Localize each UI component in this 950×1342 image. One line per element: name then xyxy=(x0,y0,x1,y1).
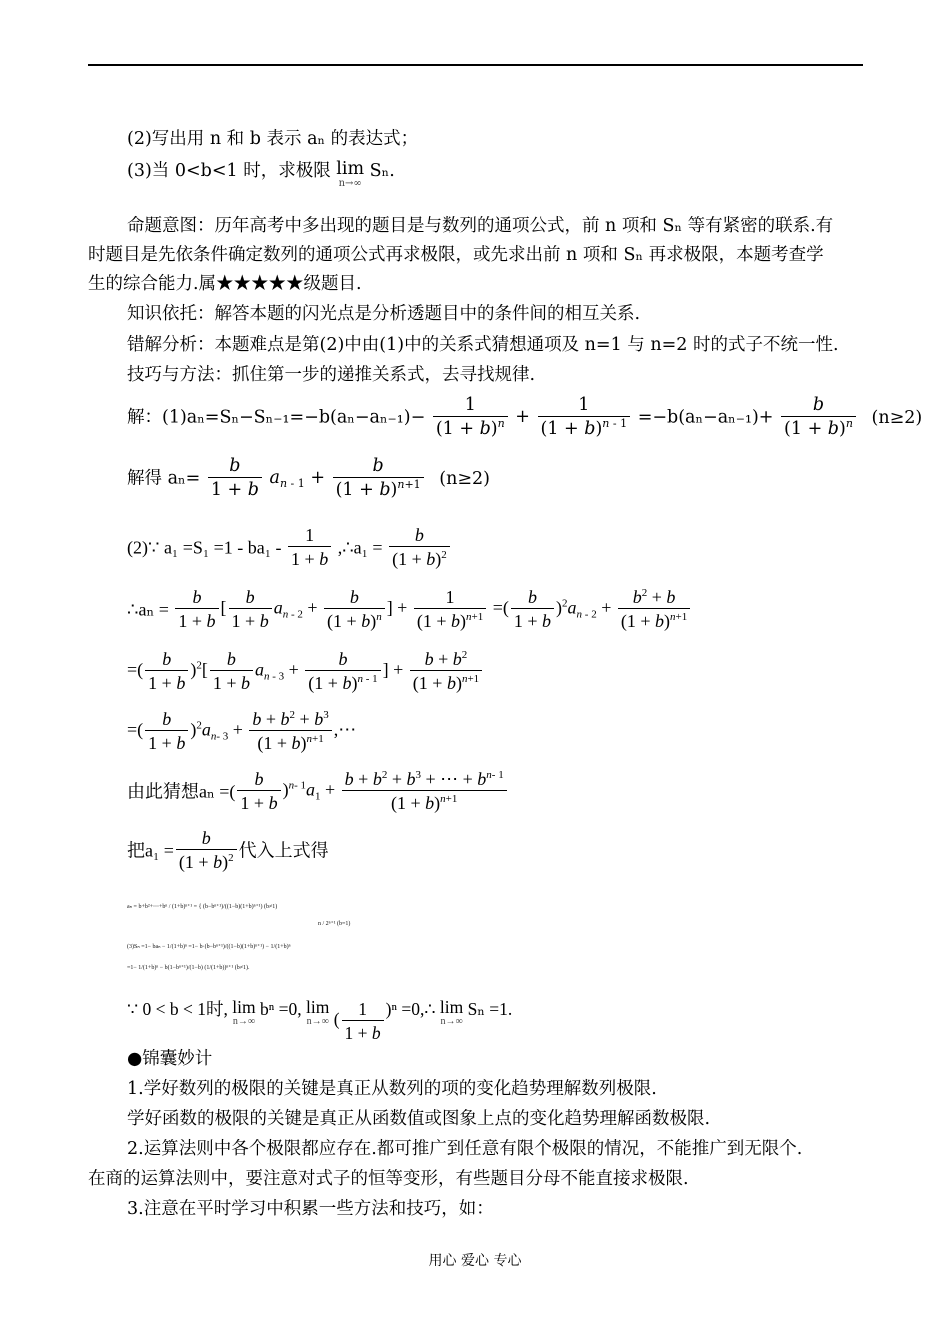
limit-operator: lim n→∞ xyxy=(336,159,365,189)
substitute: 把a₁ = $\frac{b}{(1 + b)^2}$ 代入上式得 xyxy=(127,828,329,872)
part-2-a1: (2)∵ a₁ =S₁ =1 - ba₁ - $\frac{1}{1 + b}$ ,∴a₁ = $\frac{b}{(1 + b)^2}$ xyxy=(127,524,452,571)
tip-3: 3.注意在平时学习中积累一些方法和技巧，如： xyxy=(127,1199,494,1219)
an-expansion-1: ∴aₙ = $\frac{b}{1 + b}$ [ $\frac{b}{1 + b}$ $a_{n - 2}$ + $\frac{b}{(1 + b)^n}$ ] + $\frac{1}{(1 + b)^{n+1}}$ =( $\frac{b}{1 + b}$ )$^2a_{n - 2}$ + $\frac{b^2 + b}{(1 + b)^{n+1}}$ xyxy=(127,586,692,633)
tiny-formula-4: =1− 1/(1+b)ⁿ − b(1−bⁿ⁺¹)/(1−b) (1/(1+b))ⁿ⁺¹ (b≠1). xyxy=(127,965,250,971)
solution-result: 解得 aₙ= $\frac{b}{1 + b}$ $a_{n - 1}$ + $\frac{b}{(1 + b)^{n+1}}$ (n≥2) xyxy=(127,456,490,500)
intent-line-1: 命题意图：历年高考中多出现的题目是与数列的通项公式，前 n 项和 Sₙ 等有紧密的联系.有 xyxy=(127,216,834,236)
question-3: (3)当 0<b<1 时，求极限 lim n→∞ Sₙ. xyxy=(127,159,395,189)
error-analysis: 错解分析：本题难点是第(2)中由(1)中的关系式猜想通项及 n=1 与 n=2 时的式子不统一性. xyxy=(127,335,839,355)
knowledge-basis: 知识依托：解答本题的闪光点是分析透题目中的条件间的相互关系. xyxy=(127,304,641,324)
tip-2b: 在商的运算法则中，要注意对式子的恒等变形，有些题目分母不能直接求极限. xyxy=(88,1169,689,1189)
tips-heading: ●锦囊妙计 xyxy=(127,1049,213,1069)
page-footer: 用心 爱心 专心 xyxy=(428,1253,522,1269)
tiny-formula-2: n / 2ⁿ⁺¹ (b=1) xyxy=(318,921,351,927)
an-expansion-3: =( $\frac{b}{1 + b}$ )$^2a_{n- 3}$ + $\frac{b + b^2 + b^3}{(1 + b)^{n+1}}$ ,⋯ xyxy=(127,709,357,753)
fraction: $\frac{1}{(1 + b)^{n - 1}}$ xyxy=(538,394,631,441)
tip-1a: 1.学好数列的极限的关键是真正从数列的项的变化趋势理解数列极限. xyxy=(127,1079,657,1099)
intent-line-3: 生的综合能力.属★★★★★级题目. xyxy=(88,274,362,294)
tiny-formula-3: (3)Sₙ =1− baₙ − 1/(1+b)ⁿ =1− b·(b−bⁿ⁺¹)/((1−b)(1+b)ⁿ⁺¹) − 1/(1+b)ⁿ xyxy=(127,944,291,950)
header-rule xyxy=(88,64,863,66)
conclusion: ∵ 0 < b < 1时, lim n→∞ bⁿ =0, lim n→∞ ( $\frac{1}{1 + b}$ )ⁿ =0,∴ lim n→∞ Sₙ =1. xyxy=(127,997,513,1043)
guess-formula: 由此猜想aₙ =( $\frac{b}{1 + b}$ )$^{n- 1}a_1$ + $\frac{b + b^2 + b^3 + \cdots + b^{n- 1}}{(1 + b)^{n+1}}$ xyxy=(127,768,509,815)
fraction: $\frac{b}{(1 + b)^{n+1}}$ xyxy=(333,455,424,502)
tip-2a: 2.运算法则中各个极限都应存在.都可推广到任意有限个极限的情况，不能推广到无限个. xyxy=(127,1139,803,1159)
fraction: $\frac{1}{(1 + b)^n}$ xyxy=(433,394,508,441)
solution-part-1: 解：(1)aₙ=Sₙ−Sₙ₋₁=−b(aₙ−aₙ₋₁)− $\frac{1}{(1 + b)^n}$ + $\frac{1}{(1 + b)^{n - 1}}$ =−b(aₙ−aₙ₋₁)+ $\frac{b}{(1 + b)^n}$ (n≥2) xyxy=(127,395,923,439)
fraction: $\frac{1}{1 + b}$ xyxy=(288,524,331,571)
tip-1b: 学好函数的极限的关键是真正从函数值或图象上点的变化趋势理解函数极限. xyxy=(127,1109,711,1129)
tiny-formula-1: aₙ = b+b²+⋯+bⁿ / (1+b)ⁿ⁺¹ = { (b−bⁿ⁺¹)/((1−b)(1+b)ⁿ⁺¹) (b≠1) xyxy=(127,904,278,910)
technique: 技巧与方法：抓住第一步的递推关系式，去寻找规律. xyxy=(127,365,536,385)
question-2: (2)写出用 n 和 b 表示 aₙ 的表达式； xyxy=(127,129,419,149)
fraction: $\frac{b}{1 + b}$ xyxy=(208,455,262,502)
fraction: $\frac{b}{(1 + b)^2}$ xyxy=(389,524,450,571)
fraction: $\frac{b}{(1 + b)^n}$ xyxy=(781,394,856,441)
an-expansion-2: =( $\frac{b}{1 + b}$ )$^2$[ $\frac{b}{1 + b}$ $a_{n - 3}$ + $\frac{b}{(1 + b)^{n - 1}}$ ] + $\frac{b + b^2}{(1 + b)^{n+1}}$ xyxy=(127,648,484,695)
intent-line-2: 时题目是先依条件确定数列的通项公式再求极限，或先求出前 n 项和 Sₙ 再求极限，本题考查学 xyxy=(88,245,824,265)
